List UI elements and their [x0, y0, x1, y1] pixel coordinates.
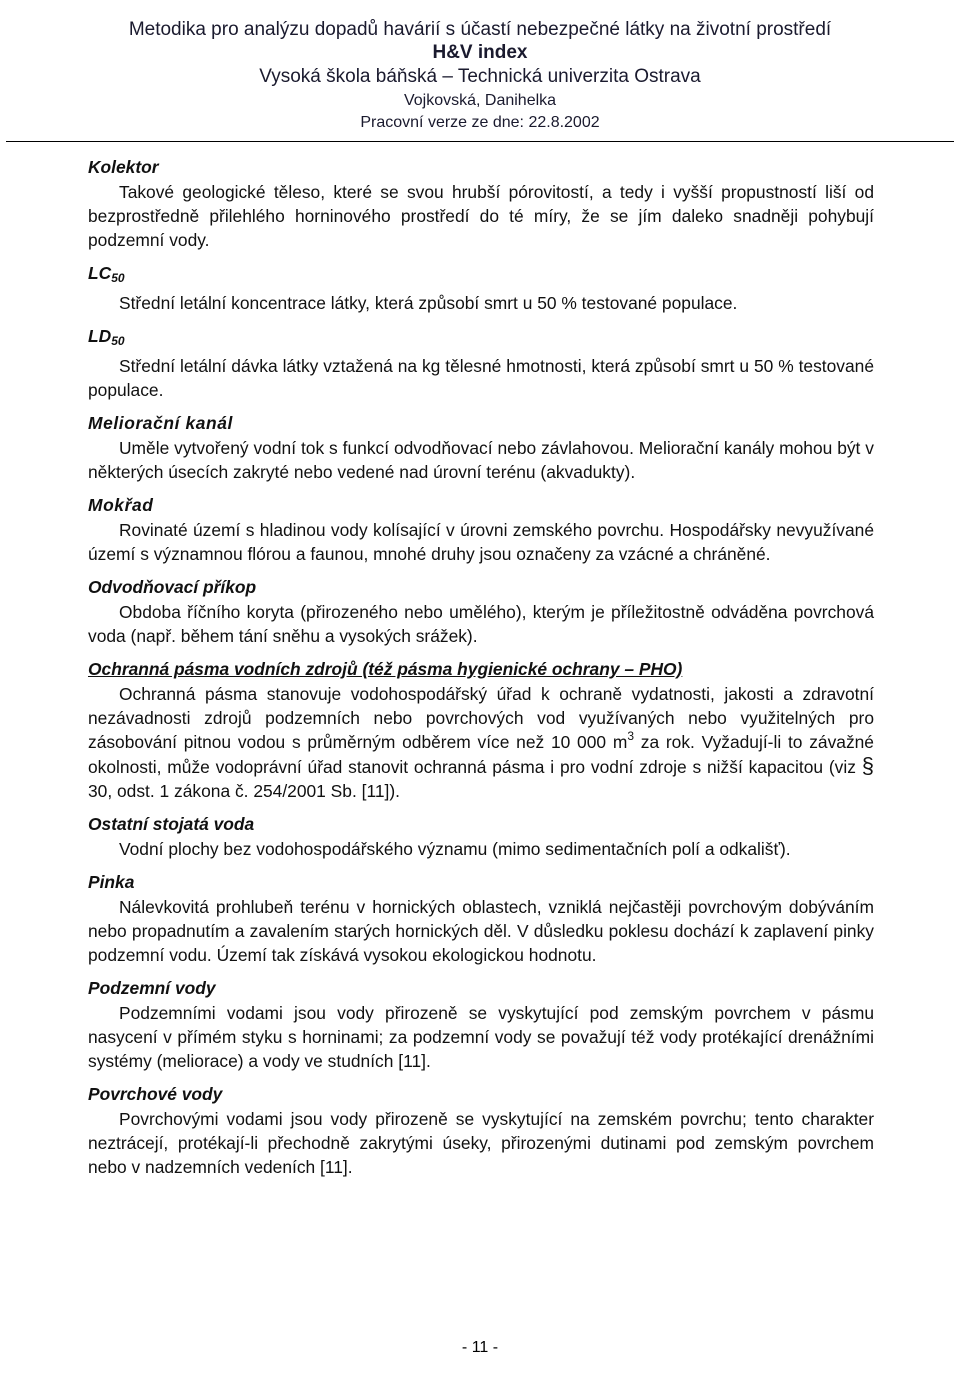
header-title: Metodika pro analýzu dopadů havárií s účastí nebezpečné látky na životní prostředí: [128, 19, 832, 40]
superscript: 3: [627, 729, 634, 743]
entry-term: Pinka: [88, 872, 135, 892]
entry-definition: Vodní plochy bez vodohospodářského významu (mimo sedimentačních polí a odkališť).: [119, 839, 791, 859]
entry-term: Podzemní vody: [88, 978, 216, 998]
entry-definition: Střední letální dávka látky vztažená na kg tělesné hmotnosti, která způsobí smrt u 50 % testované populace.: [88, 356, 874, 400]
glossary-entry-melioracni-kanal: [88, 411, 874, 484]
entry-definition: Uměle vytvořený vodní tok s funkcí odvodňovací nebo závlahovou. Meliorační kanály mohou být v některých úsecích zakryté nebo vedené nad úrovní terénu (akvadukty).: [88, 438, 874, 482]
header-authors: Vojkovská, Danihelka: [403, 92, 557, 109]
entry-definition: Takové geologické těleso, které se svou hrubší pórovitostí, a tedy i vyšší propustností liší od bezprostředně přilehlého horninového prostředí do té míry, že se jím daleko snadněji pohybují podzemní vody.: [88, 182, 874, 250]
entry-definition: Povrchovými vodami jsou vody přirozeně se vyskytující na zemském povrchu; tento charakter neztrácejí, protékají-li přechodně zakrytými úseky, přirozenými dutinami pod zemským povrchem nebo v nadzemních vedeních [11].: [88, 1109, 874, 1177]
term-subscript: 50: [111, 271, 125, 285]
entry-term: Kolektor: [88, 157, 159, 177]
definition-text: Ochranná pásma stanovuje vodohospodářský úřad k ochraně vydatnosti, jakosti a zdravotní nezávadnosti zdrojů podzemních nebo povrchových vod využívaných nebo využitelných pro zásobování pitnou vodou s průměrným odběrem více než 10 000 m: [88, 684, 874, 752]
entry-definition: [88, 682, 874, 803]
section-sign: §: [861, 753, 874, 778]
entry-definition: Nálevkovitá prohlubeň terénu v hornických oblastech, vzniklá nejčastěji povrchovým dobýváním nebo propadnutím a zavalením starých hornických děl. V důsledku poklesu dochází k zaplavení pinky podzemní vodu. Území tak získává vysokou ekologickou hodnotu.: [88, 897, 874, 965]
glossary-entry-mokrad: [88, 493, 874, 566]
definition-text: 30, odst. 1 zákona č. 254/2001 Sb. [11]).: [88, 781, 400, 801]
entry-definition: Podzemními vodami jsou vody přirozeně se vyskytující pod zemským povrchem v pásmu nasycení v přímém styku s horninami; za podzemní vody se považují též vody protékající drenážními systémy (meliorace) a vody ve studních [11].: [88, 1003, 874, 1071]
entry-term: Meliorační kanál: [88, 413, 233, 433]
glossary-entry-ld50: [88, 324, 874, 402]
glossary-entry-povrchove-vody: [88, 1082, 874, 1179]
page-number: - 11 -: [461, 1339, 499, 1356]
header-index-name: H&V index: [432, 42, 528, 63]
glossary-entry-pinka: [88, 870, 874, 967]
term-base: LD: [88, 326, 112, 346]
header-version-date: Pracovní verze ze dne: 22.8.2002: [360, 114, 600, 131]
glossary-entry-podzemni-vody: [88, 976, 874, 1073]
glossary-entry-ochranna-pasma: [88, 657, 874, 803]
header-divider: [6, 141, 954, 142]
glossary-entry-ostatni-stojata-voda: [88, 812, 874, 861]
entry-term: Ostatní stojatá voda: [88, 814, 255, 834]
term-base: LC: [88, 263, 112, 283]
entry-definition: Střední letální koncentrace látky, která způsobí smrt u 50 % testované populace.: [119, 293, 738, 313]
header-university: Vysoká škola báňská – Technická univerzita Ostrava: [259, 66, 701, 87]
page-header: [0, 18, 960, 134]
glossary-entry-lc50: [88, 261, 874, 315]
entry-term: [88, 324, 874, 354]
term-subscript: 50: [111, 334, 125, 348]
entry-term: Ochranná pásma vodních zdrojů (též pásma hygienické ochrany – PHO): [88, 659, 683, 679]
glossary-entry-kolektor: [88, 155, 874, 252]
entry-term: [88, 261, 874, 291]
glossary-content: [88, 155, 874, 1188]
entry-definition: Rovinaté území s hladinou vody kolísající v úrovni zemského povrchu. Hospodářsky nevyužívané území s významnou flórou a faunou, mnohé druhy jsou označeny za vzácné a chráněné.: [88, 520, 874, 564]
definition-text: za rok. Vyžadují-li to závažné okolnosti, může vodoprávní úřad stanovit ochranná pásma i pro vodní zdroje s nižší kapacitou (viz: [88, 732, 874, 777]
glossary-entry-odvodnovaci-prikop: [88, 575, 874, 648]
entry-term: Povrchové vody: [88, 1084, 223, 1104]
entry-term: Odvodňovací příkop: [88, 577, 257, 597]
entry-definition: Obdoba říčního koryta (přirozeného nebo umělého), kterým je příležitostně odváděna povrchová voda (např. během tání sněhu a vysokých srážek).: [88, 602, 874, 646]
entry-term: Mokřad: [88, 495, 154, 515]
